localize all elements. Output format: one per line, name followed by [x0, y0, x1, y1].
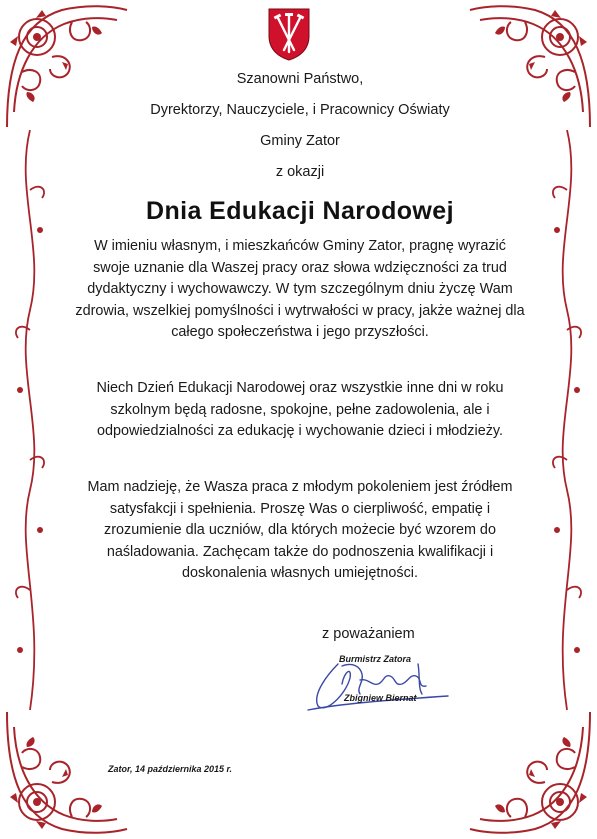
ornament-vine-left — [10, 130, 50, 710]
ornament-corner-top-right — [465, 2, 595, 132]
coat-of-arms-icon — [266, 6, 312, 62]
body-paragraph-2: Niech Dzień Edukacji Narodowej oraz wszystkie inne dni w roku szkolnym będą radosne, spokojne, pełne zadowolenia, ale i odpowiedzialności za edukację i wychowanie dzieci i młodzieży. — [96, 380, 504, 439]
date-place: Zator, 14 października 2015 r. — [108, 764, 233, 774]
body-paragraph-1: W imieniu własnym, i mieszkańców Gminy Zator, pragnę wyrazić swoje uznanie dla Waszej pracy oraz słowa wdzięczności za trud dydaktyczny i wychowawczy. W tym szczególnym dniu życzę Wam zdrowia, wszelkiej pomyślności i wytrwałości w pracy, jakże ważnej dla całego społeczeństwa i jego przyszłości. — [75, 238, 525, 340]
salutation-line-2: Dyrektorzy, Nauczyciele, i Pracownicy Oświaty — [150, 102, 450, 118]
signer-role: Burmistrz Zatora — [339, 654, 412, 664]
ornament-vine-right — [547, 130, 587, 710]
salutation-line-1: Szanowni Państwo, — [236, 71, 364, 87]
ornament-corner-top-left — [2, 2, 132, 132]
salutation-line-3: Gminy Zator — [260, 133, 340, 149]
closing-regards: z poważaniem — [322, 626, 415, 642]
ornament-corner-bottom-right — [465, 707, 595, 837]
body-paragraph-3: Mam nadzieję, że Wasza praca z młodym pokoleniem jest źródłem satysfakcji i spełnienia. Proszę Was o cierpliwość, empatię i zrozumienie dla uczniów, dla których możecie być wzorem do naśladowania. Zachęcam także do podnoszenia kwalifikacji i doskonalenia własnych umiejętności. — [87, 479, 513, 581]
page-title: Dnia Edukacji Narodowej — [146, 197, 454, 225]
signer-name: Zbigniew Biernat — [344, 693, 417, 703]
salutation-line-4: z okazji — [275, 164, 325, 180]
